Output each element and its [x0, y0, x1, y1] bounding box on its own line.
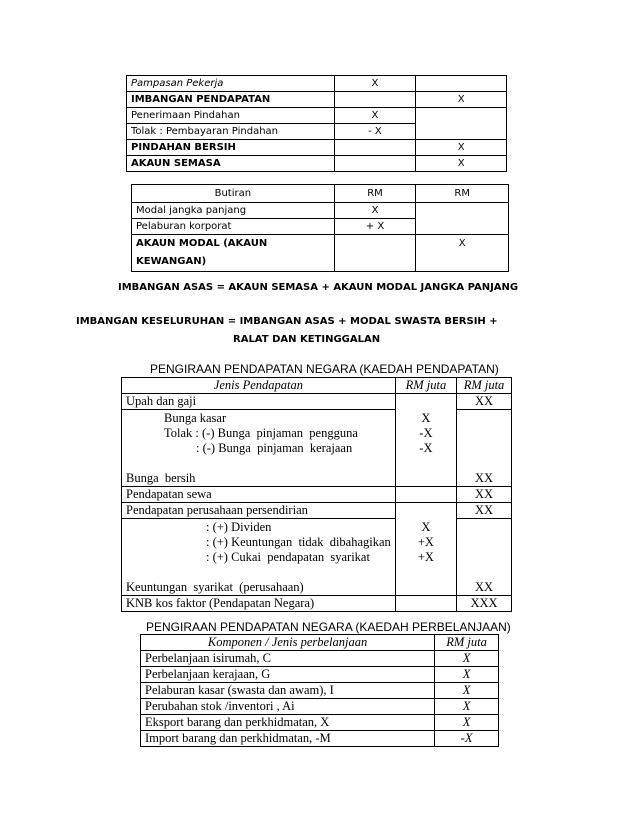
cell-value — [334, 92, 416, 108]
table-row — [141, 715, 499, 731]
table-row — [132, 203, 509, 219]
cell-value: XX — [457, 503, 512, 519]
interest-block — [122, 410, 396, 487]
table-row — [122, 519, 512, 596]
income-method-table — [121, 377, 512, 612]
row-label: Modal jangka panjang — [132, 203, 335, 219]
column-header: RM juta — [435, 635, 499, 651]
table-row — [122, 410, 512, 487]
cell-value: +X — [417, 549, 434, 564]
cell-value: X — [421, 519, 431, 534]
cell-value: X — [421, 410, 431, 425]
row-label: Bunga bersih — [126, 471, 196, 485]
income-method-title: PENGIRAAN PENDAPATAN NEGARA (KAEDAH PENDAPATAN) — [150, 362, 499, 376]
cell-value: X — [334, 203, 416, 219]
table-header-row — [141, 635, 499, 651]
cell-value — [334, 156, 416, 172]
table-header-row — [122, 378, 512, 394]
capital-account-table — [131, 184, 509, 272]
row-label: Perubahan stok /inventori , Ai — [141, 699, 435, 715]
cell-value: X — [416, 156, 507, 172]
row-label: PINDAHAN BERSIH — [127, 140, 335, 156]
cell-value: X — [435, 667, 499, 683]
cell-value: -X — [419, 425, 433, 440]
column-header: RM — [416, 185, 509, 203]
table-row — [141, 731, 499, 747]
row-label: IMBANGAN PENDAPATAN — [127, 92, 335, 108]
cell-value: XX — [457, 519, 512, 596]
cell-value — [395, 503, 456, 519]
cell-value — [334, 140, 416, 156]
expenditure-method-table — [140, 634, 499, 747]
cell-value: X — [416, 140, 507, 156]
cell-value: X — [416, 235, 509, 272]
column-header: Butiran — [132, 185, 335, 203]
cell-value: XX — [457, 410, 512, 487]
row-label: Upah dan gaji — [122, 394, 396, 410]
cell-value: X — [435, 683, 499, 699]
cell-value: + X — [334, 219, 416, 235]
row-label: Bunga kasar — [164, 411, 227, 425]
cell-value — [334, 235, 416, 272]
table-row — [127, 92, 507, 108]
column-header: Komponen / Jenis perbelanjaan — [141, 635, 435, 651]
cell-value: X — [435, 651, 499, 667]
formula-overall-balance-line2: RALAT DAN KETINGGALAN — [233, 334, 381, 345]
cell-value: -X — [435, 731, 499, 747]
cell-value: X — [334, 108, 416, 124]
table-row — [122, 503, 512, 519]
row-label: : (-) Bunga pinjaman kerajaan — [196, 441, 353, 455]
row-label: Tolak : (-) Bunga pinjaman pengguna — [164, 426, 358, 440]
table-row — [127, 156, 507, 172]
cell-value: XXX — [457, 596, 512, 612]
row-label: Pendapatan sewa — [122, 487, 396, 503]
cell-value — [395, 487, 456, 503]
cell-value: +X — [417, 534, 434, 549]
cell-value — [416, 124, 507, 140]
expenditure-method-title: PENGIRAAN PENDAPATAN NEGARA (KAEDAH PERBELANJAAN) — [146, 620, 511, 634]
row-label: Tolak : Pembayaran Pindahan — [127, 124, 335, 140]
row-label: Pelaburan korporat — [132, 219, 335, 235]
company-profit-block — [122, 519, 396, 596]
cell-value: - X — [334, 124, 416, 140]
table-row — [132, 235, 509, 272]
table-row — [141, 683, 499, 699]
column-header: RM juta — [395, 378, 456, 394]
cell-value: XX — [457, 394, 512, 410]
row-label: Perbelanjaan kerajaan, G — [141, 667, 435, 683]
table-row — [141, 667, 499, 683]
row-label: AKAUN SEMASA — [127, 156, 335, 172]
table-row — [127, 76, 507, 92]
row-label: Pendapatan perusahaan persendirian — [122, 503, 396, 519]
cell-value — [416, 108, 507, 124]
table-row — [122, 596, 512, 612]
table-header-row — [132, 185, 509, 203]
cell-value: -X — [419, 440, 433, 455]
cell-value: XX — [457, 487, 512, 503]
table-row — [127, 124, 507, 140]
row-label: Pelaburan kasar (swasta dan awam), I — [141, 683, 435, 699]
row-label: Import barang dan perkhidmatan, -M — [141, 731, 435, 747]
cell-value — [395, 394, 456, 410]
row-label: : (+) Cukai pendapatan syarikat — [206, 550, 370, 564]
table-row — [122, 487, 512, 503]
column-header: RM juta — [457, 378, 512, 394]
table-row — [122, 394, 512, 410]
row-label: Eksport barang dan perkhidmatan, X — [141, 715, 435, 731]
row-label: KNB kos faktor (Pendapatan Negara) — [122, 596, 396, 612]
table-row — [132, 219, 509, 235]
formula-basic-balance: IMBANGAN ASAS = AKAUN SEMASA + AKAUN MODAL JANGKA PANJANG — [118, 282, 519, 293]
cell-value — [416, 76, 507, 92]
row-label: Penerimaan Pindahan — [127, 108, 335, 124]
table-row — [127, 108, 507, 124]
row-label: AKAUN MODAL (AKAUN KEWANGAN) — [132, 235, 335, 272]
cell-value: X — [334, 76, 416, 92]
column-header: Jenis Pendapatan — [122, 378, 396, 394]
row-label: Pampasan Pekerja — [127, 76, 335, 92]
cell-value — [416, 203, 509, 219]
row-label: Perbelanjaan isirumah, C — [141, 651, 435, 667]
interest-values — [395, 410, 456, 487]
cell-value: X — [416, 92, 507, 108]
table-row — [141, 651, 499, 667]
balance-table-current-account — [126, 75, 507, 172]
table-row — [141, 699, 499, 715]
row-label: : (+) Dividen — [206, 520, 272, 534]
formula-overall-balance-line1: IMBANGAN KESELURUHAN = IMBANGAN ASAS + MODAL SWASTA BERSIH + — [76, 316, 498, 327]
table-row — [127, 140, 507, 156]
row-label: : (+) Keuntungan tidak dibahagikan — [206, 535, 391, 549]
company-profit-values — [395, 519, 456, 596]
cell-value — [395, 596, 456, 612]
cell-value — [416, 219, 509, 235]
cell-value: X — [435, 699, 499, 715]
column-header: RM — [334, 185, 416, 203]
cell-value: X — [435, 715, 499, 731]
row-label: Keuntungan syarikat (perusahaan) — [126, 580, 304, 594]
